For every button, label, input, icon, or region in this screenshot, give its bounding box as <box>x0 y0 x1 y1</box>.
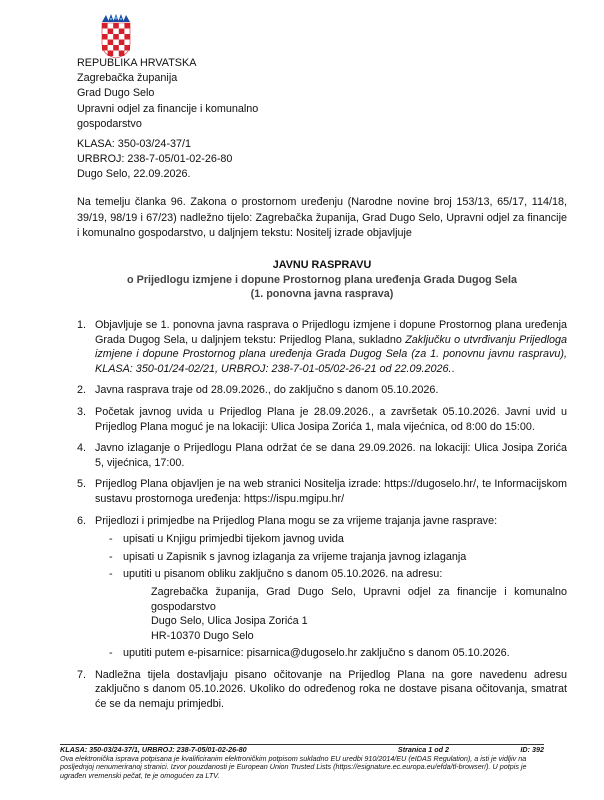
title-main: JAVNU RASPRAVU <box>272 259 372 271</box>
list-item <box>77 405 567 434</box>
item-number: 7. <box>77 668 87 681</box>
item-text: Nadležna tijela dostavljaju pisano očitovanje na Prijedlog Plana na gore navedenu adresu zaključno s danom 05.10.2026. Ukoliko do određenog roka ne dostave pisana očitovanja, smatrat će se da nemaju primjedbi. <box>95 668 567 711</box>
list-item <box>77 668 567 712</box>
item-text: Objavljuje se 1. ponovna javna rasprava o Prijedlogu izmjene i dopune Prostornog plana uređenja Grada Dugog Sela, u daljnjem tekstu: Prijedlog Plana, sukladno <box>95 319 567 346</box>
item-number: 5. <box>77 478 87 491</box>
signature-note: Ova elektronička isprava potpisana je kvalificiranim elektroničkim potpisom sukladno EU uredbi 910/2014/EU (eIDAS Regulation), a isti je vidljiv na posljednjoj nenumeriranoj stranici. Izvor pouzdanosti je European Union Trusted Lists (https://esignature.ec.europa.eu/efda/tl-browser/). U potpis je ugrađen vremenski pečat, te je omogućen za LTV. <box>60 753 527 780</box>
item-number: 4. <box>77 442 87 455</box>
dash-bullet: - <box>109 647 113 660</box>
header-line: Zagrebačka županija <box>77 72 178 85</box>
croatian-coat-of-arms-icon <box>101 14 131 58</box>
list-item <box>77 383 567 398</box>
sub-item-text: upisati u Knjigu primjedbi tijekom javnog uvida <box>123 533 344 546</box>
title-note: (1. ponovna javna rasprava) <box>250 288 394 300</box>
list-item <box>77 514 567 661</box>
sub-list-item <box>95 550 567 565</box>
sub-list-item <box>95 532 567 547</box>
address-line: HR-10370 Dugo Selo <box>151 629 254 642</box>
item-number: 1. <box>77 319 87 331</box>
item-text: . <box>451 362 455 375</box>
item-text: Javna rasprava traje od 28.09.2026., do zaključno s danom 05.10.2026. <box>95 384 439 397</box>
item-text: Početak javnog uvida u Prijedlog Plana je 28.09.2026., a završetak 05.10.2026. Javni uvid u Prijedlog Plana moguć je na lokaciji: Ulica Josipa Zorića 1, mala vijećnica, od 8:00 do 15:00. <box>95 405 567 433</box>
header-line: gospodarstvo <box>77 117 142 130</box>
dash-bullet: - <box>109 568 113 581</box>
item-text: Prijedlozi i primjedbe na Prijedlog Plana mogu se za vrijeme trajanja javne rasprave: <box>95 514 498 527</box>
sub-item-text: upisati u Zapisnik s javnog izlaganja za vrijeme trajanja javnog izlaganja <box>123 550 467 563</box>
intro-paragraph: Na temelju članka 96. Zakona o prostornom uređenju (Narodne novine broj 153/13, 65/17, 114/18, 39/19, 98/19 i 67/23) nadležno tijelo: Zagrebačka županija, Grad Dugo Selo, Upravni odjel za financije i komunalno gospodarstvo, u daljnjem tekstu: Nositelj izrade objavljuje <box>77 196 567 239</box>
list-item <box>77 477 567 506</box>
dash-bullet: - <box>109 550 113 563</box>
header-line: Upravni odjel za financije i komunalno <box>77 102 259 115</box>
footer-reference: KLASA: 350-03/24-37/1, URBROJ: 238-7-05/01-02-26-80 <box>60 745 247 754</box>
item-number: 2. <box>77 384 87 397</box>
sub-item-text: uputiti putem e-pisarnice: pisarnica@dugoselo.hr zaključno s danom 05.10.2026. <box>123 647 510 660</box>
numbered-list <box>77 318 567 719</box>
document-meta <box>77 137 232 183</box>
page-number: Stranica 1 od 2 <box>397 745 450 754</box>
header-line: Grad Dugo Selo <box>77 87 155 100</box>
address-line: Dugo Selo, Ulica Josipa Zorića 1 <box>151 615 308 628</box>
header-line: REPUBLIKA HRVATSKA <box>77 57 197 69</box>
title-subject: o Prijedlogu izmjene i dopune Prostornog plana uređenja Grada Dugog Sela <box>127 273 517 286</box>
document-id: ID: 392 <box>520 745 544 754</box>
page-footer <box>60 746 544 780</box>
sub-item-text: uputiti u pisanom obliku zaključno s danom 05.10.2026. na adresu: <box>123 568 443 581</box>
sub-list-item <box>95 567 567 643</box>
item-text: Javno izlaganje o Prijedlogu Plana održat će se dana 29.09.2026. na lokaciji: Ulica Josipa Zorića 5, vijećnica, 17:00. <box>95 442 567 469</box>
item-number: 6. <box>77 514 87 527</box>
list-item <box>77 441 567 470</box>
item-number: 3. <box>77 405 87 418</box>
sub-list <box>95 532 567 661</box>
dash-bullet: - <box>109 533 113 546</box>
sub-list-item <box>95 646 567 661</box>
document-title <box>77 258 567 302</box>
item-text: Prijedlog Plana objavljen je na web stranici Nositelja izrade: https://dugoselo.hr/, te Informacijskom sustavu prostornoga uređenja: https://ispu.mgipu.hr/ <box>95 478 567 505</box>
address-line: Zagrebačka županija, Grad Dugo Selo, Upravni odjel za financije i komunalno gospodarstvo <box>151 585 567 613</box>
item-text-italic: Zaključku o utvrđivanju Prijedloga izmjene i dopune Prostornog plana uređenja Grada Dugog Sela (za 1. ponovnu javnu raspravu), KLASA: 350-01/24-02/21, URBROJ: 238-7-01-05/02-26-21 od 22.09.2026. <box>95 333 568 375</box>
postal-address <box>123 585 567 643</box>
document-date: Dugo Selo, 22.09.2026. <box>77 168 191 181</box>
issuer-header <box>77 56 337 132</box>
urbroj: URBROJ: 238-7-05/01-02-26-80 <box>77 153 233 166</box>
klasa: KLASA: 350-03/24-37/1 <box>77 138 192 150</box>
list-item <box>77 318 567 376</box>
